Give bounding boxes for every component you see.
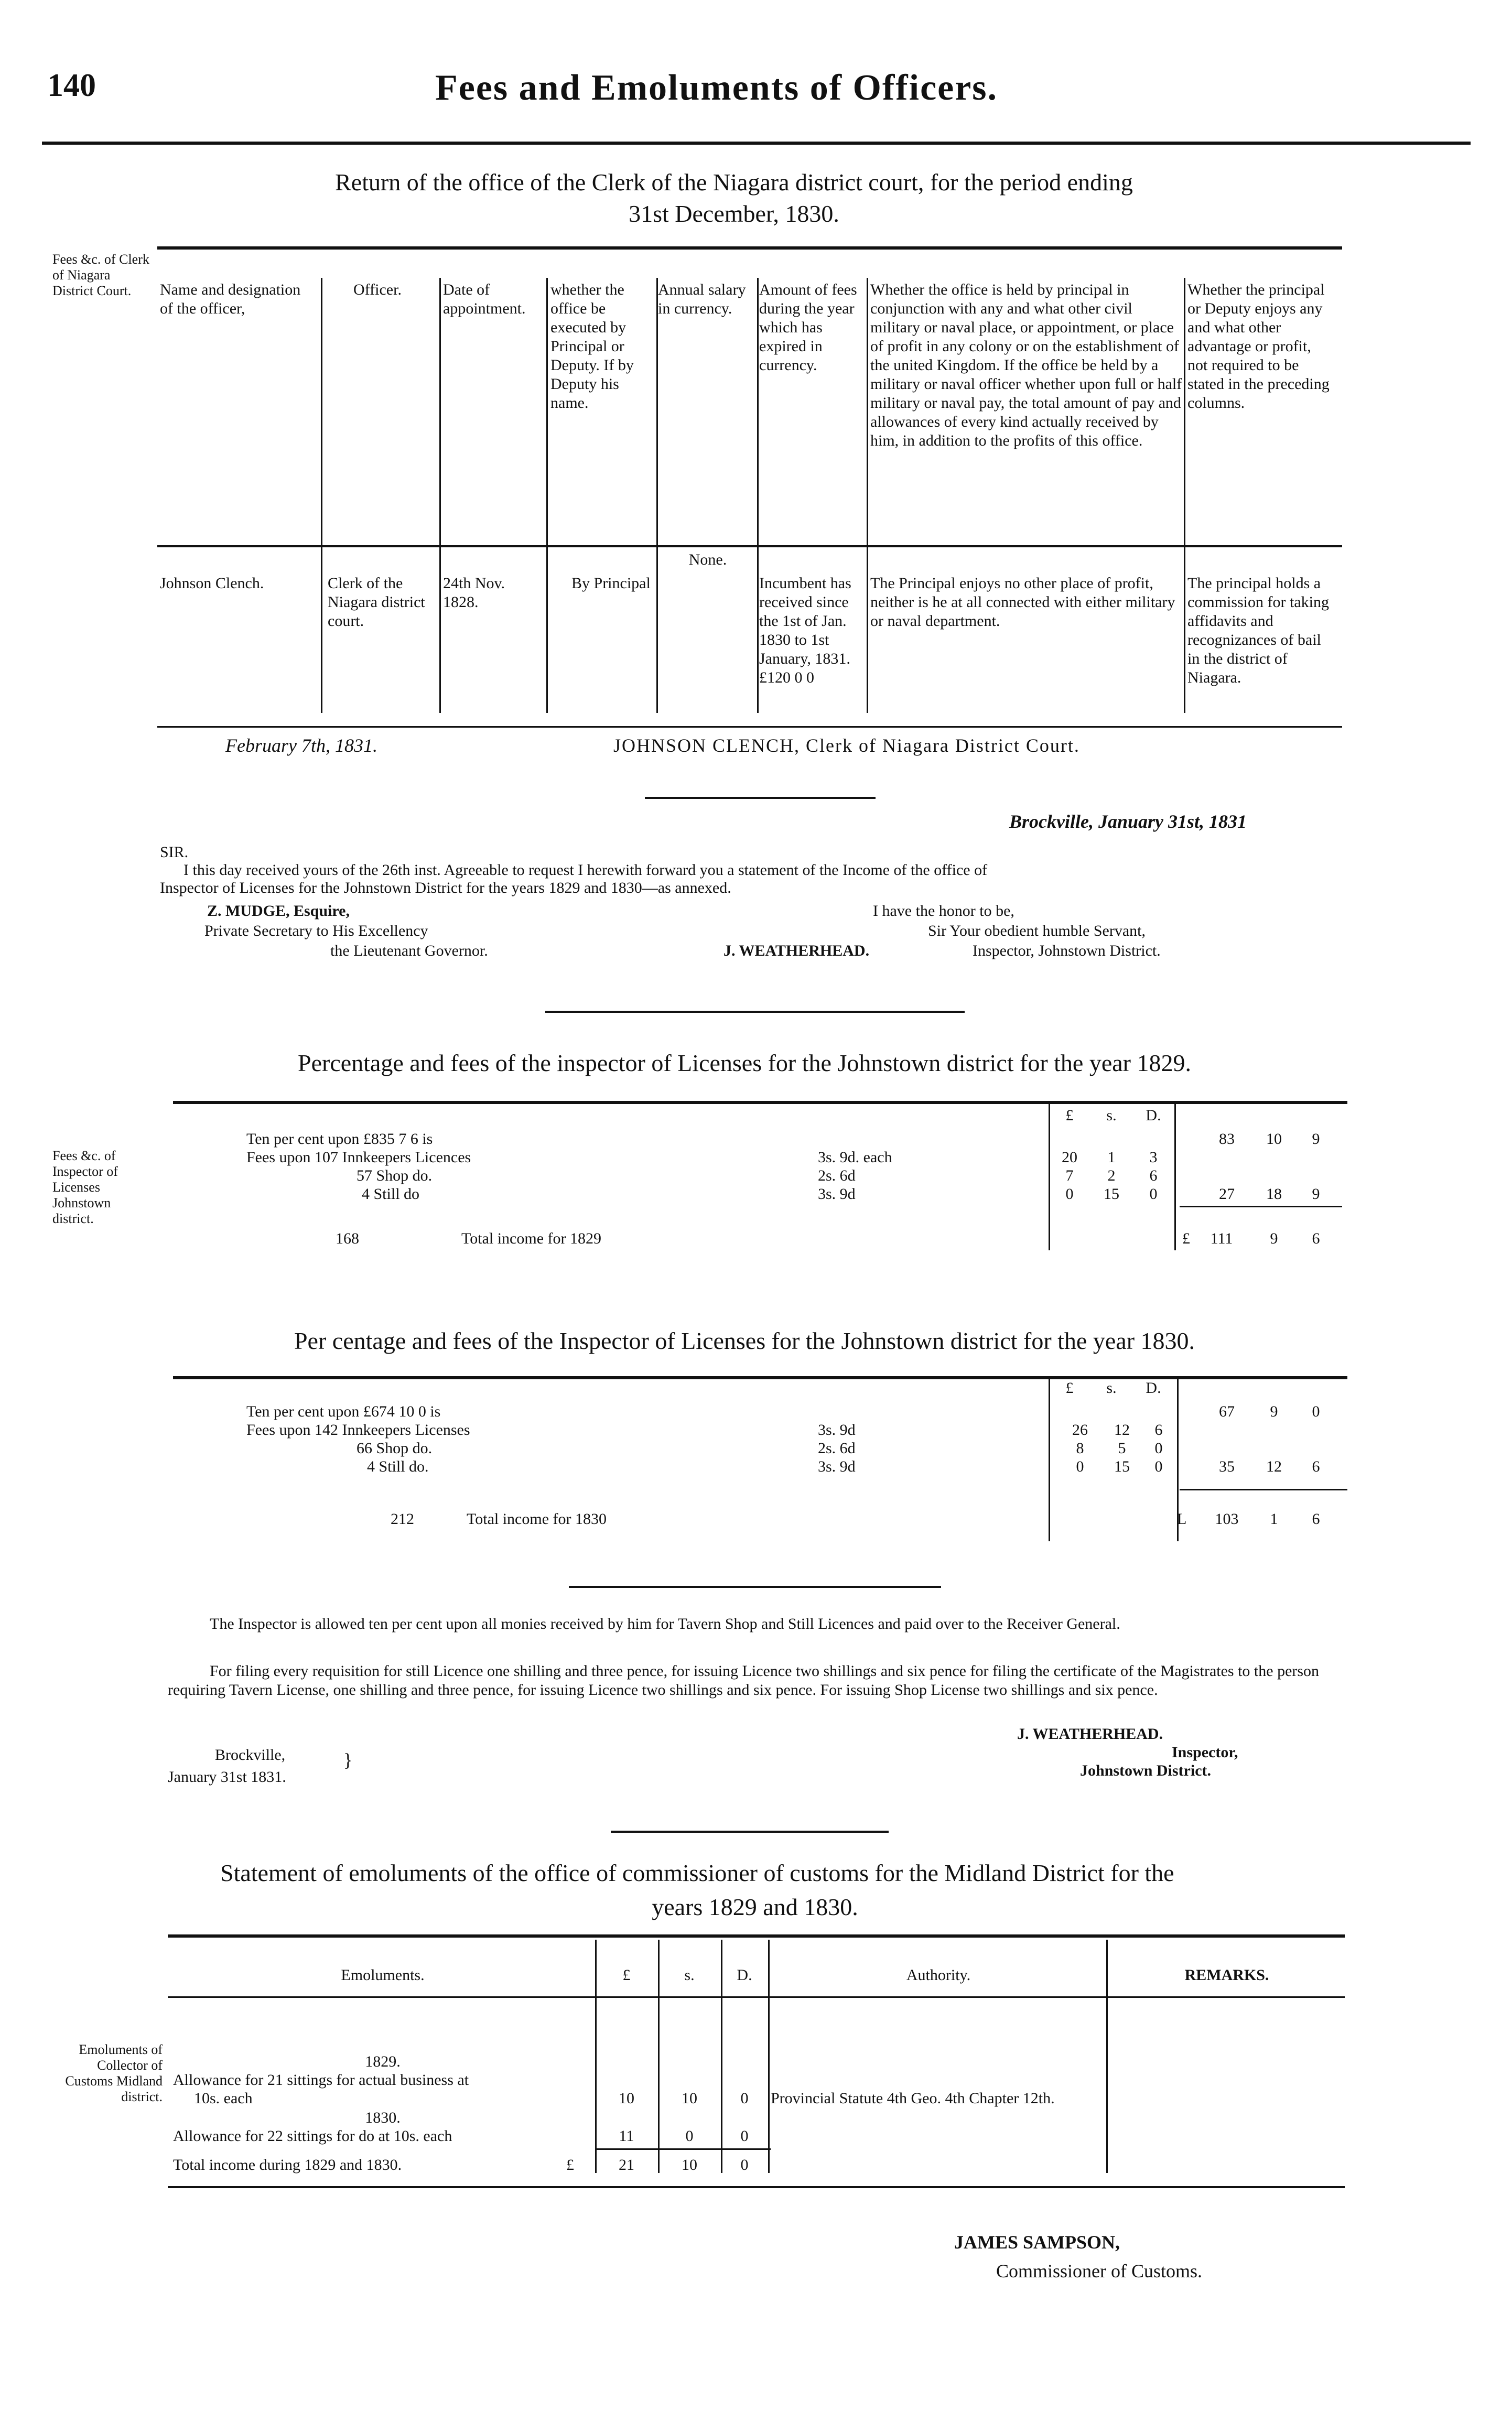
line-shillings: 15 [1114,1458,1130,1475]
total-shillings: 1 [1270,1510,1278,1528]
row-advantage: The principal holds a commission for taking affidavits and recognizances of bail in the district of Niagara. [1187,575,1329,686]
notes-para1: The Inspector is allowed ten per cent upon all monies received by him for Tavern Shop and Still Licences and paid over to the Receiver General. [210,1615,1120,1632]
total-rule [1180,1489,1347,1490]
total-currency: £ [1182,1230,1190,1247]
row-other-place: The Principal enjoys no other place of profit, neither is he at all connected with either military or naval department. [870,575,1175,630]
divider-rule [569,1586,941,1588]
letter-body-line2: Inspector of Licenses for the Johnstown District for the years 1829 and 1830—as annexed. [160,879,731,896]
letter-place-date: Brockville, January 31st, 1831 [1009,811,1247,832]
line-rate: 2s. 6d [818,1440,856,1457]
total-rule [1180,1206,1342,1207]
line-text: Ten per cent upon £835 7 6 is [246,1130,433,1148]
col-divider [867,278,868,713]
row-salary: None. [688,551,727,568]
customs-item1-line2: 10s. each [194,2090,253,2107]
line-rate: 3s. 9d [818,1458,856,1475]
divider-rule [545,1011,965,1013]
letter-signer: J. WEATHERHEAD. [723,942,870,959]
customs-signer: JAMES SAMPSON, [954,2232,1120,2253]
col-shillings-header: s. [1106,1107,1117,1124]
customs-bottom-rule [168,2186,1345,2188]
notes-signer-title1: Inspector, [1172,1744,1238,1761]
col-divider [757,278,759,713]
total-pence: 6 [1312,1510,1320,1528]
total-pence: 6 [1312,1230,1320,1247]
letter-addressee1: Z. MUDGE, Esquire, [207,902,350,920]
customs-item2-pence: 0 [740,2127,749,2145]
customs-col-emoluments: Emoluments. [341,1966,425,1984]
line-total-shillings: 10 [1266,1130,1282,1148]
line-text: 66 Shop do. [357,1440,433,1457]
col-divider [595,1940,597,2173]
notes-signer: J. WEATHERHEAD. [1017,1725,1163,1743]
col-divider [546,278,548,713]
customs-signer-title: Commissioner of Customs. [996,2261,1203,2282]
line-pence: 0 [1154,1440,1163,1457]
letter-body-line1: I this day received yours of the 26th inst. Agreeable to request I herewith forward you a statement of the Income of the office of [183,861,988,879]
brace-icon: } [343,1749,353,1770]
line-text: Fees upon 107 Innkeepers Licences [246,1149,471,1166]
customs-col-authority: Authority. [906,1966,971,1984]
letter-addressee3: the Lieutenant Governor. [330,942,488,959]
line-pence: 6 [1149,1167,1158,1184]
section1-bottom-rule [157,726,1342,728]
col-pence-header: D. [1146,1107,1161,1124]
section1-table-top-rule [157,246,1342,250]
header-rule [42,142,1471,145]
line-shillings: 1 [1107,1149,1116,1166]
customs-col-pence: D. [737,1966,752,1984]
customs-col-pounds: £ [622,1966,631,1984]
section1-date: February 7th, 1831. [225,735,377,756]
total-label: Total income for 1829 [461,1230,601,1247]
line-total-pounds: 27 [1219,1185,1235,1203]
line-text: 57 Shop do. [357,1167,433,1184]
divider-rule [645,797,876,799]
col-divider [321,278,322,713]
customs-total-pounds: 21 [619,2156,634,2174]
line-total-shillings: 18 [1266,1185,1282,1203]
col-shillings-header: s. [1106,1379,1117,1397]
notes-signer-title2: Johnstown District. [1080,1762,1212,1779]
col-divider [768,1940,770,2173]
col-pence-header: D. [1146,1379,1161,1397]
line-pence: 3 [1149,1149,1158,1166]
col-date-header: Date of appointment. [443,281,526,317]
total-currency: L [1177,1510,1187,1528]
col-officer-header: Officer. [353,281,402,298]
line-pounds: 7 [1065,1167,1074,1184]
col-pounds-header: £ [1065,1379,1074,1397]
line-text: 4 Still do [362,1185,420,1203]
customs-item2-pounds: 11 [619,2127,634,2145]
line-rate: 3s. 9d [818,1185,856,1203]
total-pounds: 111 [1210,1230,1233,1247]
line-text: 4 Still do. [367,1458,429,1475]
section1-heading-line1: Return of the office of the Clerk of the Niagara district court, for the period ending [335,169,1133,196]
section1-heading-line2: 31st December, 1830. [629,200,839,227]
customs-item2-shillings: 0 [685,2127,694,2145]
line-pence: 6 [1154,1421,1163,1439]
col-executed-header: whether the office be executed by Principal or Deputy. If by Deputy his name. [550,281,634,412]
section1-signature: JOHNSON CLENCH, Clerk of Niagara District Court. [613,735,1080,756]
line-total-pence: 0 [1312,1403,1320,1420]
line-shillings: 15 [1104,1185,1119,1203]
line-text: Ten per cent upon £674 10 0 is [246,1403,441,1420]
letter-addressee2: Private Secretary to His Excellency [204,922,428,939]
section1-header-rule [157,545,1342,547]
line-rate: 2s. 6d [818,1167,856,1184]
line-shillings: 12 [1114,1421,1130,1439]
customs-year2: 1830. [365,2109,401,2126]
notes-date: January 31st 1831. [168,1768,286,1786]
col-fees-header: Amount of fees during the year which has expired in currency. [759,281,857,374]
customs-year1: 1829. [365,2053,401,2070]
line-total-pence: 9 [1312,1185,1320,1203]
customs-item1-line1: Allowance for 21 sittings for actual business at [173,2071,469,2089]
section1829-heading: Percentage and fees of the inspector of Licenses for the Johnstown district for the year 1829. [298,1050,1191,1076]
letter-closing1: I have the honor to be, [873,902,1014,920]
divider-rule [611,1831,889,1833]
page-number: 140 [47,68,96,103]
col-divider [1174,1104,1176,1250]
line-total-pence: 6 [1312,1458,1320,1475]
col-otherplace-header: Whether the office is held by principal in conjunction with any and what other civil military or naval place, or appointment, or place of profit in any colony or on the establishment of the united Kingdom. If the office be held by a military or naval officer whether upon full or half military or naval pay, the total amount of pay and allowances of every kind actually received by him, in addition to the profits of this office. [870,281,1182,449]
line-shillings: 2 [1107,1167,1116,1184]
customs-authority: Provincial Statute 4th Geo. 4th Chapter 12th. [771,2090,1055,2107]
customs-col-remarks: REMARKS. [1184,1966,1269,1984]
line-rate: 3s. 9d. each [818,1149,892,1166]
line-total-pence: 9 [1312,1130,1320,1148]
col-divider [1049,1379,1050,1541]
section1829-top-rule [173,1101,1347,1104]
section1829-margin-note: Fees &c. of Inspector of Licenses Johnstown district. [52,1148,118,1226]
customs-total-rule [595,2148,771,2150]
row-name: Johnson Clench. [160,575,264,592]
customs-total-pence: 0 [740,2156,749,2174]
customs-item1-shillings: 10 [682,2090,697,2107]
row-executed: By Principal [571,575,651,592]
customs-margin-note: Emoluments of Collector of Customs Midland district. [65,2042,163,2104]
row-date: 24th Nov. 1828. [443,575,505,611]
col-name-header: Name and designation of the officer, [160,281,301,317]
line-total-shillings: 12 [1266,1458,1282,1475]
col-divider [656,278,658,713]
total-pounds: 103 [1215,1510,1239,1528]
notes-para2: For filing every requisition for still Licence one shilling and three pence, for issuing Licence two shillings and six pence for filing the certificate of the Magistrates to the person requiring Tavern License, one shilling and three pence, for issuing Licence two shillings and six pence. For issuing Shop License two shillings and six pence. [168,1662,1320,1699]
col-divider [439,278,441,713]
row-fees: Incumbent has received since the 1st of Jan. 1830 to 1st January, 1831. £120 0 0 [759,575,851,686]
line-text: Fees upon 142 Innkeepers Licenses [246,1421,470,1439]
line-pounds: 8 [1076,1440,1084,1457]
line-total-pounds: 67 [1219,1403,1235,1420]
letter-salutation: SIR. [160,844,189,861]
line-pounds: 26 [1072,1421,1088,1439]
total-shillings: 9 [1270,1230,1278,1247]
col-divider [658,1940,660,2173]
line-pounds: 0 [1076,1458,1084,1475]
line-pence: 0 [1149,1185,1158,1203]
col-advantage-header: Whether the principal or Deputy enjoys any and what other advantage or profit, not required to be stated in the preceding columns. [1187,281,1330,412]
customs-total-label: Total income during 1829 and 1830. [173,2156,402,2174]
col-divider [1184,278,1185,713]
line-pounds: 0 [1065,1185,1074,1203]
customs-top-rule [168,1934,1345,1938]
line-total-shillings: 9 [1270,1403,1278,1420]
col-divider [1106,1940,1108,2173]
letter-closing2: Sir Your obedient humble Servant, [928,922,1146,939]
page-title: Fees and Emoluments of Officers. [435,68,998,108]
customs-total-shillings: 10 [682,2156,697,2174]
line-total-pounds: 83 [1219,1130,1235,1148]
section1-margin-note: Fees &c. of Clerk of Niagara District Court. [52,252,149,298]
customs-heading-line1: Statement of emoluments of the office of commissioner of customs for the Midland District for the [220,1859,1174,1886]
col-pounds-header: £ [1065,1107,1074,1124]
line-pence: 0 [1154,1458,1163,1475]
row-officer: Clerk of the Niagara district court. [328,575,425,630]
customs-header-rule [168,1996,1345,1998]
line-shillings: 5 [1118,1440,1126,1457]
total-count: 168 [336,1230,359,1247]
letter-signer-title: Inspector, Johnstown District. [973,942,1161,959]
line-rate: 3s. 9d [818,1421,856,1439]
customs-item1-pounds: 10 [619,2090,634,2107]
col-salary-header: Annual salary in currency. [658,281,746,317]
customs-heading-line2: years 1829 and 1830. [652,1894,858,1920]
line-total-pounds: 35 [1219,1458,1235,1475]
customs-total-currency: £ [566,2156,574,2174]
section1830-heading: Per centage and fees of the Inspector of Licenses for the Johnstown district for the year 1830. [294,1327,1195,1354]
customs-item1-pence: 0 [740,2090,749,2107]
total-count: 212 [391,1510,414,1528]
line-pounds: 20 [1062,1149,1077,1166]
customs-item2: Allowance for 22 sittings for do at 10s. each [173,2127,452,2145]
col-divider [721,1940,722,2173]
notes-place: Brockville, [215,1746,286,1764]
customs-col-shillings: s. [684,1966,695,1984]
total-label: Total income for 1830 [467,1510,607,1528]
